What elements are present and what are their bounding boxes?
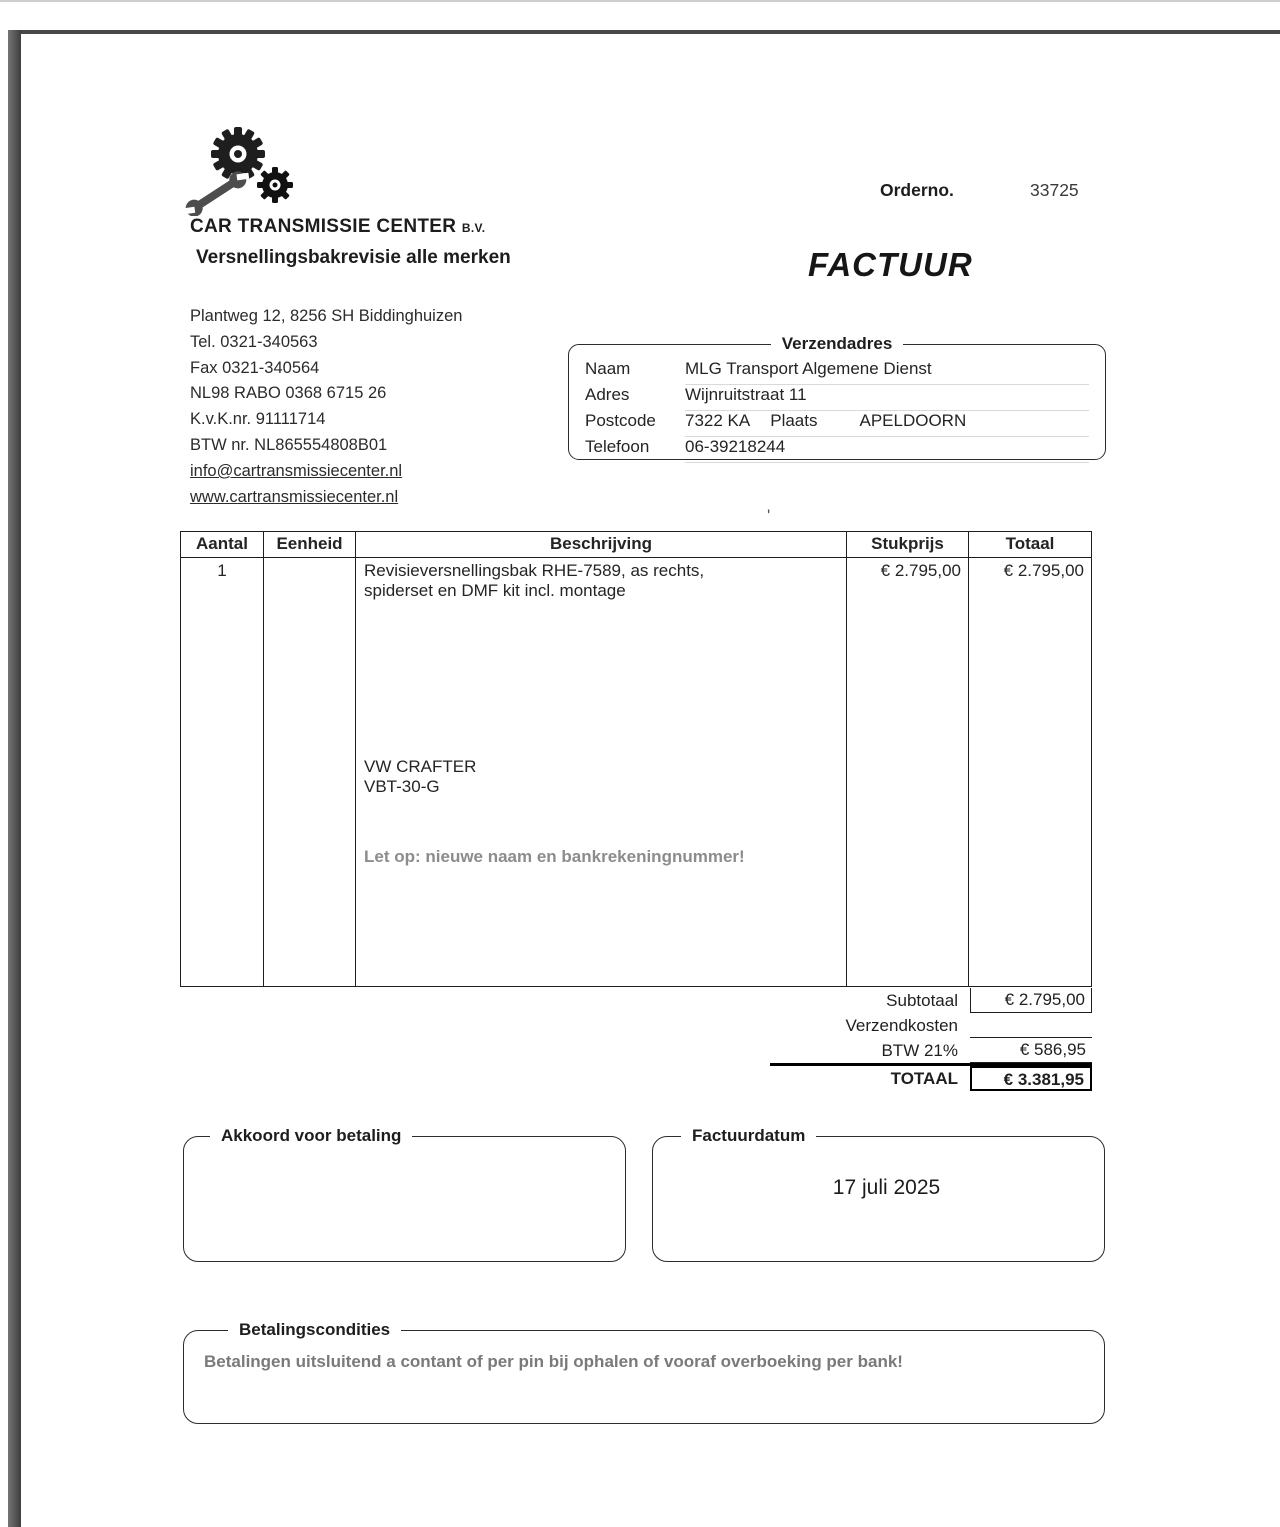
company-name	[190, 216, 485, 238]
bank-change-note: Let op: nieuwe naam en bankrekeningnummer!	[364, 847, 745, 866]
header-stukprijs: Stukprijs	[847, 532, 969, 557]
cell-description	[356, 558, 847, 986]
grand-total-value: € 3.381,95	[970, 1066, 1092, 1091]
vehicle-model: VW CRAFTER	[364, 757, 477, 776]
shipping-box-title: Verzendadres	[781, 334, 893, 353]
order-number-value: 33725	[1030, 180, 1079, 200]
shipping-row-name	[585, 359, 1089, 385]
payment-terms-box	[183, 1320, 1105, 1424]
vehicle-info	[364, 757, 838, 797]
company-email-link[interactable]: info@cartransmissiecenter.nl	[190, 461, 403, 480]
cell-unit	[264, 558, 356, 986]
company-tel: Tel. 0321-340563	[190, 332, 318, 351]
subtotal-value: € 2.795,00	[970, 988, 1092, 1013]
shipping-cost-row	[770, 1013, 1092, 1038]
shipping-name-label: Naam	[585, 359, 631, 378]
header-aantal: Aantal	[181, 532, 264, 557]
grand-total-row	[770, 1063, 1092, 1091]
invoice-date-title: Factuurdatum	[692, 1126, 806, 1145]
order-number-label: Orderno.	[880, 180, 954, 200]
scan-top-hairline	[0, 0, 1280, 2]
payment-terms-title: Betalingscondities	[239, 1320, 391, 1339]
company-address: Plantweg 12, 8256 SH Biddinghuizen	[190, 307, 463, 325]
shipping-address-label: Adres	[585, 385, 630, 404]
vat-label: BTW 21%	[881, 1040, 958, 1060]
subtotal-label: Subtotaal	[886, 990, 958, 1010]
company-tagline: Versnellingsbakrevisie alle merken	[196, 247, 511, 268]
company-fax: Fax 0321-340564	[190, 358, 320, 377]
invoice-table-header	[181, 532, 1091, 558]
company-details	[190, 304, 462, 510]
company-btw: BTW nr. NL865554808B01	[190, 435, 388, 454]
company-suffix: B.V.	[461, 221, 486, 235]
shipping-name-value: MLG Transport Algemene Dienst	[685, 359, 932, 378]
shipping-cost-value	[970, 1013, 1092, 1038]
cell-line-total: € 2.795,00	[1003, 561, 1084, 580]
shipping-phone-value: 06-39218244	[685, 437, 786, 456]
company-website-link[interactable]: www.cartransmissiecenter.nl	[190, 487, 399, 506]
payment-approval-box	[183, 1126, 626, 1262]
shipping-address-value: Wijnruitstraat 11	[685, 385, 807, 404]
grand-total-label: TOTAAL	[890, 1068, 958, 1088]
vat-row	[770, 1038, 1092, 1063]
subtotal-row	[770, 988, 1092, 1013]
shipping-row-phone	[585, 437, 1089, 463]
header-eenheid: Eenheid	[264, 532, 356, 557]
payment-approval-title: Akkoord voor betaling	[221, 1126, 402, 1145]
shipping-postcode-value: 7322 KA	[685, 411, 751, 430]
shipping-rows	[569, 354, 1105, 463]
document-title: FACTUUR	[808, 246, 973, 283]
shipping-postcode-label: Postcode	[585, 411, 656, 430]
invoice-table	[180, 531, 1092, 987]
shipping-city-label: Plaats	[770, 411, 818, 430]
invoice-table-body	[181, 558, 1091, 986]
company-kvk: K.v.K.nr. 91111714	[190, 410, 326, 429]
cell-unit-price: € 2.795,00	[847, 558, 969, 986]
description-line-1: Revisieversnellingsbak RHE-7589, as rechts,	[364, 561, 705, 580]
scan-top-edge	[8, 30, 1280, 34]
scan-left-edge	[8, 30, 21, 1527]
wrench-icon	[182, 166, 253, 216]
payment-terms-text: Betalingen uitsluitend a contant of per pin bij ophalen of vooraf overboeking per bank!	[204, 1352, 903, 1371]
description-line-2: spiderset en DMF kit incl. montage	[364, 581, 626, 600]
vehicle-plate: VBT-30-G	[364, 777, 440, 796]
header-totaal: Totaal	[1005, 534, 1055, 553]
company-logo	[182, 118, 314, 221]
gears-wrench-icon	[182, 118, 314, 216]
shipping-phone-label: Telefoon	[585, 437, 650, 456]
shipping-address-box	[568, 334, 1106, 460]
company-iban: NL98 RABO 0368 6715 26	[190, 384, 387, 403]
vat-value: € 586,95	[970, 1038, 1092, 1063]
scan-artifact: '	[767, 506, 771, 525]
company-name-text: CAR TRANSMISSIE CENTER	[190, 216, 457, 237]
totals-section	[770, 988, 1092, 1091]
cell-quantity: 1	[181, 558, 264, 986]
invoice-date-value: 17 juli 2025	[832, 1176, 941, 1199]
shipping-cost-label: Verzendkosten	[845, 1015, 958, 1035]
header-beschrijving: Beschrijving	[356, 532, 847, 557]
invoice-date-box	[652, 1126, 1105, 1262]
shipping-city-value: APELDOORN	[859, 411, 967, 430]
shipping-row-postcode	[585, 411, 1089, 437]
shipping-row-address	[585, 385, 1089, 411]
